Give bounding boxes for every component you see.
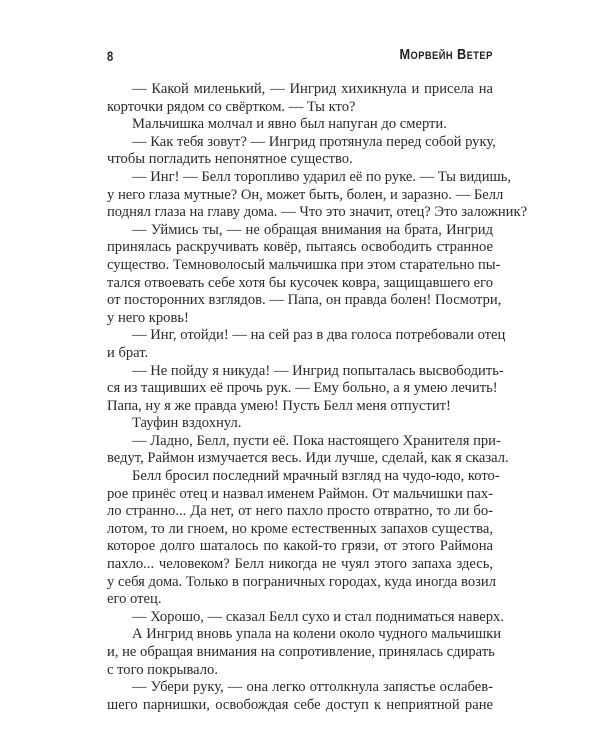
text-line: — Какой миленький, — Ингрид хихикнула и присела на bbox=[132, 81, 493, 97]
text-line: — Ладно, Белл, пусти её. Пока настоящего Хранителя при- bbox=[132, 432, 501, 449]
text-line: — Не пойду я никуда! — Ингрид попыталась высвободить- bbox=[132, 362, 504, 379]
text-line: — Инг! — Белл торопливо ударил её по руке. — Ты видишь, bbox=[132, 168, 512, 185]
text-line: поднял глаза на главу дома. — Что это значит, отец? Это заложник? bbox=[107, 204, 528, 221]
text-line: у него кровь! bbox=[107, 309, 189, 326]
text-line: чтобы погладить непонятное существо. bbox=[107, 151, 353, 168]
text-line: А Ингрид вновь упала на колени около чудного мальчишки bbox=[132, 626, 502, 643]
text-line: ло странно... Да нет, от него пахло просто отвратно, то ли бо- bbox=[107, 503, 493, 520]
page-body-text bbox=[107, 81, 528, 714]
text-line: корточки рядом со свёртком. — Ты кто? bbox=[107, 98, 356, 115]
text-line: — Инг, отойди! — на сей раз в два голоса потребовали отец bbox=[132, 327, 506, 344]
text-line: лотом, то ли гноем, но кроме естественных запахов существа, bbox=[107, 520, 493, 537]
page-number: 8 bbox=[107, 48, 114, 64]
text-line: тался отвоевать себе хотя бы кусочек ковра, защищавшего его bbox=[107, 274, 494, 291]
text-line: у себя дома. Только в пограничных городах, куда иногда возил bbox=[107, 573, 497, 590]
text-line: и, не обращая внимания на сопротивление, принялась сдирать bbox=[107, 644, 495, 660]
text-line: — Уймись ты, — не обращая внимания на брата, Ингрид bbox=[132, 221, 493, 238]
text-line: с того покрывало. bbox=[107, 661, 219, 678]
text-line: его отец. bbox=[107, 591, 162, 608]
text-line: рое принёс отец и назвал именем Раймон. От мальчишки пах- bbox=[107, 485, 493, 502]
text-line: — Убери руку, — она легко оттолкнула запястье ослабев- bbox=[132, 679, 493, 696]
text-line: и брат. bbox=[107, 344, 149, 361]
running-title: Морвейн Ветер bbox=[399, 46, 493, 63]
text-line: Папа, ну я же правда умею! Пусть Белл меня отпустит! bbox=[107, 397, 451, 414]
text-line: Мальчишка молчал и явно был напуган до смерти. bbox=[132, 116, 447, 133]
text-line: Тауфин вздохнул. bbox=[132, 415, 242, 432]
text-line: ведут, Раймон измучается весь. Иди лучше, сделай, как я сказал. bbox=[107, 450, 509, 467]
text-line: которое долго шаталось по какой-то грязи, от этого Раймона bbox=[107, 538, 493, 555]
text-line: Белл бросил последний мрачный взгляд на чудо-юдо, кото- bbox=[132, 468, 500, 485]
text-line: — Как тебя зовут? — Ингрид протянула перед собой руку, bbox=[132, 133, 496, 150]
text-line: — Хорошо, — сказал Белл сухо и стал подниматься наверх. bbox=[132, 608, 504, 625]
text-line: ся из тащивших её прочь рук. — Ему больно, а я умею лечить! bbox=[107, 380, 498, 397]
page-header bbox=[107, 46, 493, 68]
text-line: принялась раскручивать ковёр, пытаясь освободить странное bbox=[107, 239, 493, 256]
text-line: шего парнишки, освобождая себе доступ к неприятной ране bbox=[107, 696, 493, 713]
text-line: от посторонних взглядов. — Папа, он правда болен! Посмотри, bbox=[107, 292, 502, 309]
text-line: существо. Темноволосый мальчишка при этом старательно пы- bbox=[107, 256, 501, 273]
text-line: у него глаза мутные? Он, может быть, болен, и заразно. — Белл bbox=[107, 186, 504, 203]
text-line: пахло... человеком? Белл никогда не чуял этого запаха здесь, bbox=[107, 556, 493, 573]
